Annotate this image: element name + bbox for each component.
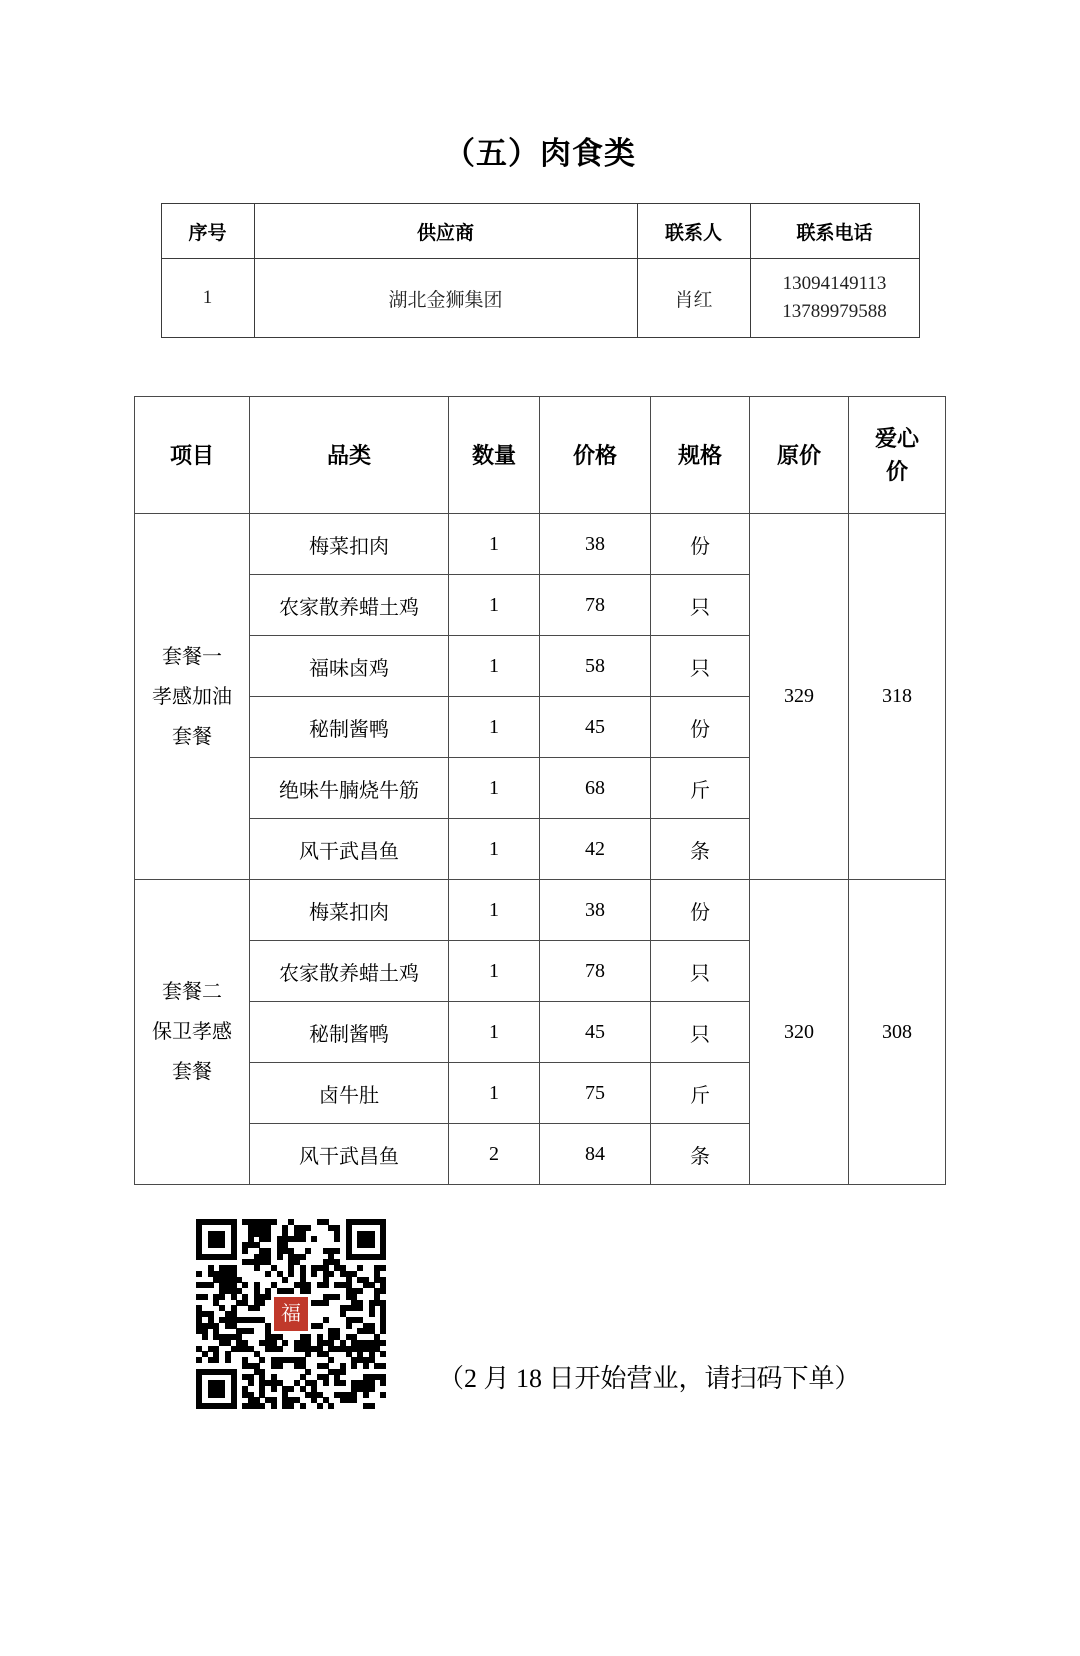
supplier-table-header-row: [161, 204, 919, 259]
group2-original-price: 320: [750, 880, 849, 1185]
cell-category: 福味卤鸡: [250, 636, 449, 697]
cell-spec: 只: [651, 575, 750, 636]
supplier-table: [161, 203, 920, 338]
package-table: [134, 396, 946, 1185]
supplier-cell-seq: 1: [161, 259, 254, 338]
supplier-cell-phone: [750, 259, 919, 338]
package-table-body: [135, 514, 946, 1185]
group1-original-price: 329: [750, 514, 849, 880]
cell-spec: 份: [651, 514, 750, 575]
cell-category: 风干武昌鱼: [250, 819, 449, 880]
group1-label-line1: 套餐一: [162, 645, 222, 668]
cell-price: 38: [540, 514, 651, 575]
group2-label-line3: 套餐: [172, 1061, 212, 1083]
cell-spec: 斤: [651, 758, 750, 819]
package-table-header-row: [135, 397, 946, 514]
supplier-phone-1: 13094149113: [782, 273, 887, 295]
cell-category: 梅菜扣肉: [250, 880, 449, 941]
cell-spec: 条: [651, 1124, 750, 1185]
cell-price: 38: [540, 880, 651, 941]
supplier-cell-contact: 肖红: [637, 259, 750, 338]
cell-price: 58: [540, 636, 651, 697]
cell-spec: 只: [651, 636, 750, 697]
cell-spec: 只: [651, 1002, 750, 1063]
cell-spec: 份: [651, 697, 750, 758]
cell-quantity: 1: [449, 636, 540, 697]
page-title: （五）肉食类: [444, 136, 636, 171]
cell-category: 农家散养蜡土鸡: [250, 941, 449, 1002]
cell-spec: 份: [651, 880, 750, 941]
cell-quantity: 1: [449, 697, 540, 758]
cell-price: 78: [540, 941, 651, 1002]
footer-note: （2 月 18 日开始营业，请扫码下单）: [438, 1364, 861, 1393]
group2-label-line1: 套餐二: [162, 981, 222, 1003]
package-header-price: 价格: [540, 397, 651, 514]
cell-price: 84: [540, 1124, 651, 1185]
package-header-original-price: 原价: [750, 397, 849, 514]
package-table-container: [0, 396, 1080, 1185]
supplier-header-phone: 联系电话: [750, 204, 919, 259]
cell-spec: 斤: [651, 1063, 750, 1124]
cell-category: 卤牛肚: [250, 1063, 449, 1124]
supplier-header-contact: 联系人: [637, 204, 750, 259]
group1-label-line3: 套餐: [172, 725, 212, 748]
cell-quantity: 1: [449, 880, 540, 941]
cell-price: 75: [540, 1063, 651, 1124]
document-page: [0, 128, 1080, 1656]
package-header-category: 品类: [250, 397, 449, 514]
cell-price: 68: [540, 758, 651, 819]
cell-category: 秘制酱鸭: [250, 697, 449, 758]
cell-price: 45: [540, 1002, 651, 1063]
supplier-phone-2: 13789979588: [782, 301, 887, 322]
cell-category: 绝味牛腩烧牛筋: [250, 758, 449, 819]
qr-center-logo: 福: [272, 1295, 310, 1333]
cell-quantity: 1: [449, 1063, 540, 1124]
cell-price: 78: [540, 575, 651, 636]
package-header-spec: 规格: [651, 397, 750, 514]
cell-price: 42: [540, 819, 651, 880]
cell-quantity: 1: [449, 514, 540, 575]
group2-label-line2: 保卫孝感: [152, 1021, 232, 1043]
supplier-header-supplier: 供应商: [254, 204, 637, 259]
package-group-label-2: [135, 880, 250, 1185]
group1-label-line2: 孝感加油: [152, 685, 232, 708]
cell-quantity: 1: [449, 819, 540, 880]
cell-quantity: 1: [449, 941, 540, 1002]
cell-spec: 条: [651, 819, 750, 880]
table-row: [135, 880, 946, 941]
cell-category: 风干武昌鱼: [250, 1124, 449, 1185]
cell-price: 45: [540, 697, 651, 758]
group2-love-price: 308: [849, 880, 946, 1185]
package-header-love-line1: 爱心: [874, 426, 919, 451]
package-header-item: 项目: [135, 397, 250, 514]
package-group-label-1: [135, 514, 250, 880]
cell-quantity: 1: [449, 1002, 540, 1063]
table-row: [135, 514, 946, 575]
cell-quantity: 1: [449, 575, 540, 636]
cell-spec: 只: [651, 941, 750, 1002]
package-header-love-line2: 价: [885, 459, 908, 484]
package-header-quantity: 数量: [449, 397, 540, 514]
supplier-table-container: [0, 203, 1080, 338]
supplier-cell-name: 湖北金狮集团: [254, 259, 637, 338]
group1-love-price: 318: [849, 514, 946, 880]
cell-category: 梅菜扣肉: [250, 514, 449, 575]
cell-category: 秘制酱鸭: [250, 1002, 449, 1063]
supplier-table-row: [161, 259, 919, 338]
cell-category: 农家散养蜡土鸡: [250, 575, 449, 636]
supplier-header-seq: 序号: [161, 204, 254, 259]
cell-quantity: 2: [449, 1124, 540, 1185]
cell-quantity: 1: [449, 758, 540, 819]
package-header-love-price: [849, 397, 946, 514]
footer-section: [0, 1219, 1080, 1409]
qr-code[interactable]: [196, 1219, 386, 1409]
